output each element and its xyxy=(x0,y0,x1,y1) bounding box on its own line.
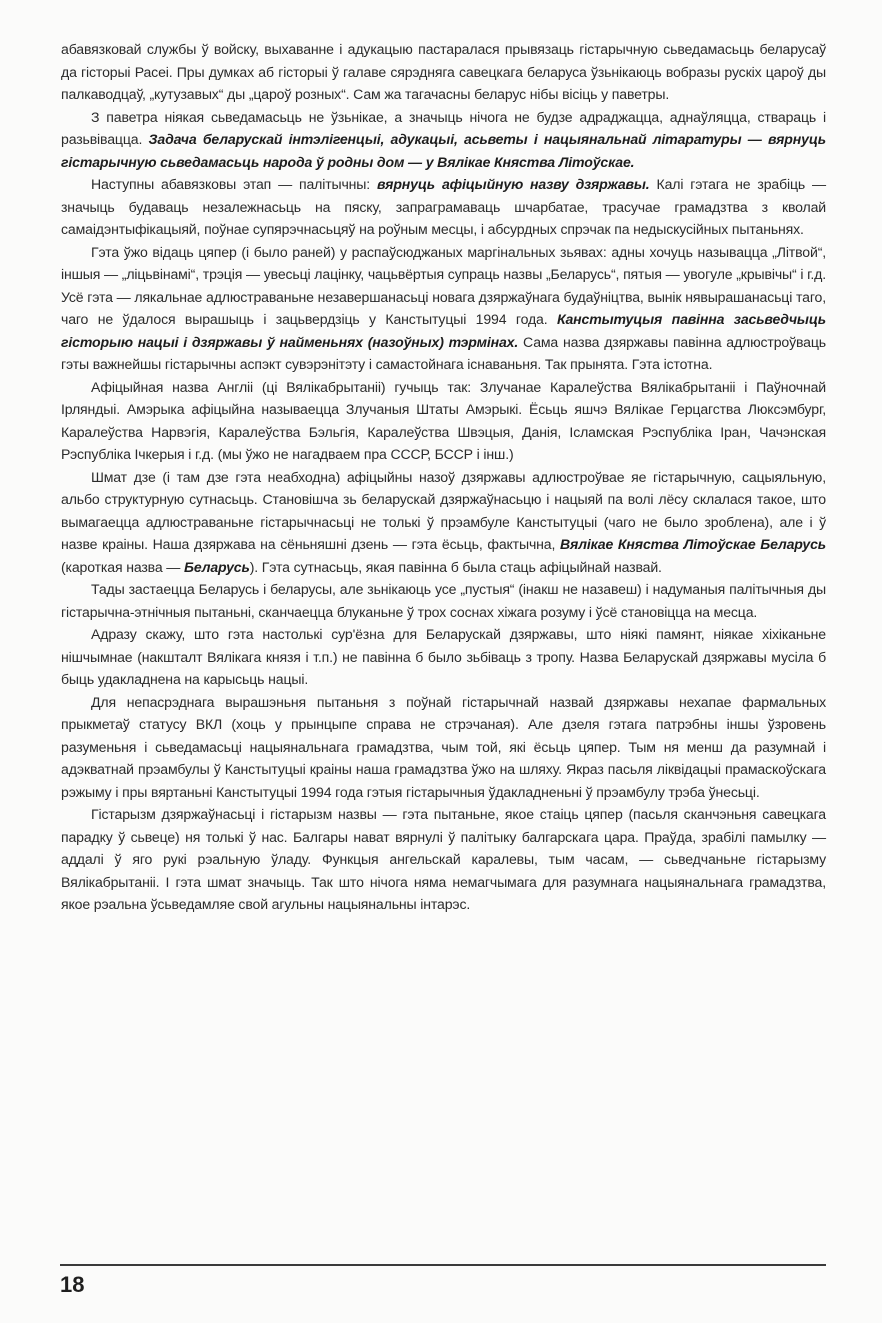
emphasized-text: Вялікае Княства Літоўскае Беларусь xyxy=(560,536,826,552)
paragraph xyxy=(61,241,826,376)
paragraph-text: Тады застаецца Беларусь і беларусы, але зьнікаюць усе „пустыя“ (інакш не назавеш) і надуманыя палітычныя ды гістарычна-этнічныя пытаньні, сканчаецца блуканьне ў трох соснах хіжага розуму і ўсё становіцца на месца. xyxy=(61,581,826,620)
emphasized-text: Задача беларускай інтэлігенцыі, адукацыі, асьветы і нацыянальнай літаратуры — вярнуць гістарычную сьведамасьць народа ў родны дом — у Вялікае Княства Літоўскае. xyxy=(61,131,826,170)
paragraph-text: ). Гэта сутнасьць, якая павінна б была стаць афіцыйнай назвай. xyxy=(249,558,662,575)
paragraph xyxy=(61,38,826,106)
paragraph xyxy=(61,466,826,579)
page-text-body xyxy=(61,38,826,916)
paragraph xyxy=(61,691,826,804)
paragraph-text: Калі гэтага не зрабіць — значыць будаваць незалежнасьць на пяску, запраграмаваць шчарбатае, трасучае грамадзтва з кволай самаідэнтыфікацыяй, поўнае супярэчнасьцяў на роўным месцы, і абсурдных спрэчак па недыскусійных пытаньнях. xyxy=(61,176,826,237)
paragraph xyxy=(61,173,826,241)
paragraph-text: (кароткая назва — xyxy=(61,558,185,575)
paragraph xyxy=(61,623,826,691)
paragraph-text: Шмат дзе (і там дзе гэта неабходна) афіцыйны назоў дзяржавы адлюстроўвае яе гістарычную, сацыяльную, альбо структурную сутнасьць. Становішча зь беларускай дзяржаўнасьцю і нацыяй па волі лёсу склалася такое, што вымагаецца адлюстраваньне гістарычнасьці не толькі ў прэамбуле Канстытуцыі (чаго не было зроблена), але і ў назве краіны. Наша дзяржава на сёньняшні дзень — гэта ёсьць, фактычна, xyxy=(61,468,826,552)
paragraph-text: Сама назва дзяржавы павінна адлюстроўваць гэты важнейшы гістарычны аспэкт сувэрэнітэту і самастойнага існаваньня. Так прынята. Гэта істотна. xyxy=(61,333,826,372)
emphasized-text: Беларусь xyxy=(184,558,250,575)
emphasized-text: вярнуць афіцыйную назву дзяржавы. xyxy=(377,176,650,192)
footer-rule xyxy=(60,1264,826,1266)
paragraph-text: абавязковай службы ў войску, выхаванне і адукацыю пастаралася прывязаць гістарычную сьведамасьць беларусаў да гісторыі Расеі. Пры думках аб гісторыі ў галаве сярэдняга савецкага беларуса ўзьнікаюць вобразы рускіх цароў ды палкаводцаў, „кутузавых“ ды „цароў розных“. Сам жа тагачасны беларус нібы вісіць у паветры. xyxy=(61,41,826,102)
paragraph-text: Гэта ўжо відаць цяпер (і было раней) у распаўсюджаных маргінальных зьявах: адны хочуць называцца „Літвой“, іншыя — „ліцьвінамі“, трэція — увесьці лацінку, чацьвёртыя супраць назвы „Беларусь“, пятыя — увогуле „крывічы“ і г.д. Усё гэта — лякальнае адлюстраваньне незавершанасьці новага дзяржаўнага будаўніцтва, вынік нявырашанасьці таго, чаго не ўдалося вырашыць і зацьвердзіць у Канстытуцыі 1994 года. xyxy=(61,243,826,327)
paragraph-text: Наступны абавязковы этап — палітычны: xyxy=(91,176,377,192)
paragraph xyxy=(61,106,826,174)
paragraph-text: Гістарызм дзяржаўнасьці і гістарызм назвы — гэта пытаньне, якое стаіць цяпер (пасьля сканчэньня савецкага парадку ў сьвеце) ня толькі ў нас. Балгары нават вярнулі ў палітыку балгарскага цара. Праўда, зрабілі памылку — аддалі ў яго рукі рэальную ўладу. Функцыя ангельскай каралевы, тым часам, — сьведчаньне гістарызму Вялікабрытаніі. І гэта шмат значыць. Так што нічога няма немагчымага для разумнага нацыянальнага грамадзтва, якое рэальна ўсьведамляе свой агульны нацыянальны інтарэс. xyxy=(61,806,826,912)
paragraph xyxy=(61,803,826,916)
emphasized-text: Канстытуцыя павінна засьведчыць гісторыю нацыі і дзяржавы ў найменьнях (назоўных) тэрмінах. xyxy=(61,311,826,350)
paragraph xyxy=(61,376,826,466)
paragraph-text: Адразу скажу, што гэта настолькі сур'ёзна для Беларускай дзяржавы, што ніякі памянт, ніякае хіхіканьне нішчымнае (накшталт Вялікага князя і т.п.) не павінна б было зьбіваць з тропу. Назва Беларускай дзяржавы мусіла б быць удакладнена на карысьць нацыі. xyxy=(61,626,826,687)
page-number: 18 xyxy=(60,1272,85,1297)
paragraph-text: Для непасрэднага вырашэньня пытаньня з поўнай гістарычнай назвай дзяржавы нехапае фармальных прыкметаў статусу ВКЛ (хоць у прынцыпе справа не стрэчаная). Але дзеля гэтага патрэбны іншы ўзровень разуменьня і сьведамасьці нацыянальнага грамадзтва, чым той, які ёсьць цяпер. Тым ня менш да разумнай і адэкватнай прэамбулы ў Канстытуцыі краіны наша грамадзтва ўжо на шляху. Якраз пасьля ліквідацыі прамаскоўскага рэжыму і пры вяртаньні Канстытуцыі 1994 года гэтыя гістарычныя ўдакладненьні ў прэамбулу трэба ўнесьці. xyxy=(61,693,826,800)
paragraph-text: З паветра ніякая сьведамасьць не ўзьнікае, а значыць нічога не будзе адраджацца, аднаўляцца, ствараць і разьвівацца. xyxy=(61,108,826,147)
paragraph xyxy=(61,578,826,623)
paragraph-text: Афіцыйная назва Англіі (ці Вялікабрытаніі) гучыць так: Злучанае Каралеўства Вялікабрытаніі і Паўночнай Ірляндыі. Амэрыка афіцыйна называецца Злучаныя Штаты Амэрыкі. Ёсьць яшчэ Вялікае Герцагства Люксэмбург, Каралеўства Нарвэгія, Каралеўства Бэльгія, Каралеўства Швэцыя, Данія, Ісламская Рэспубліка Іран, Чачэнская Рэспубліка Ічкерыя і г.д. (мы ўжо не нагадваем пра СССР, БССР і інш.) xyxy=(61,378,826,462)
